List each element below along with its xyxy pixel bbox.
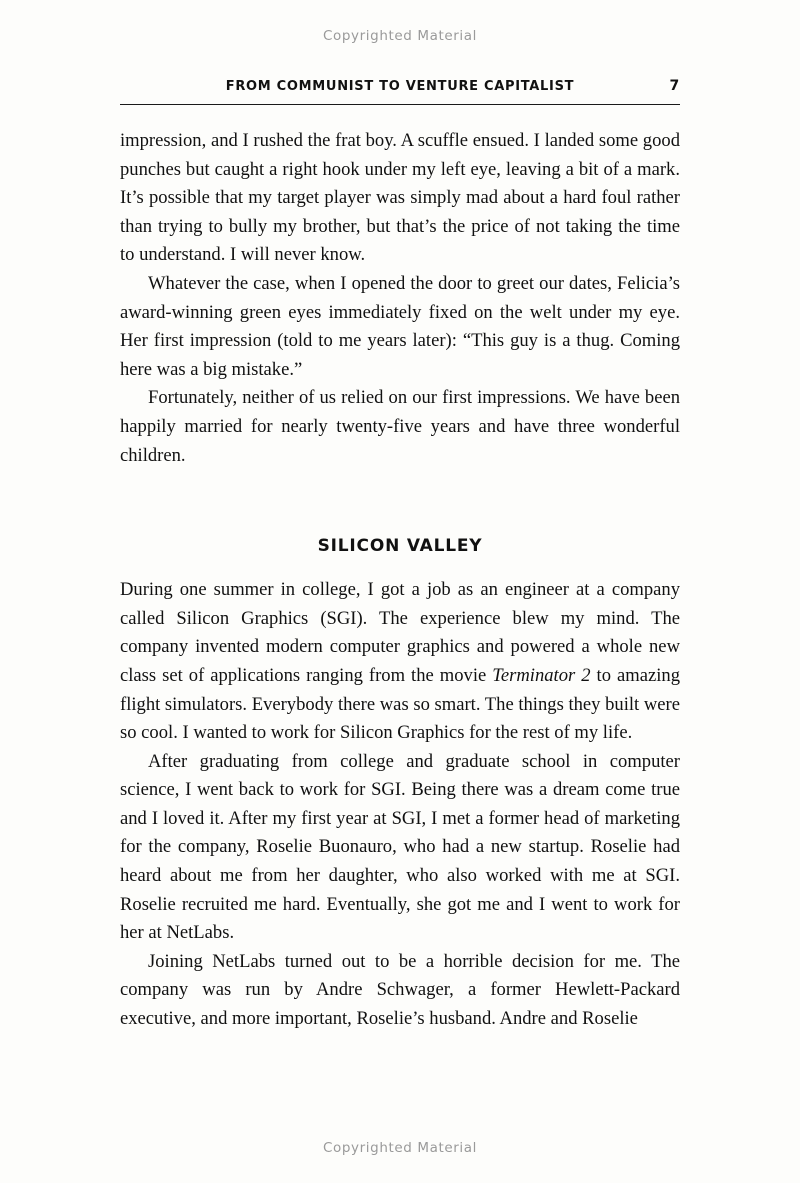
paragraph-first-impression: Whatever the case, when I opened the door to greet our dates, Felicia’s award-winning green eyes immediately fixed on the welt under my eye. Her first impression (told to me years later): “This guy is a thug. Coming here was a big mistake.” <box>120 272 680 380</box>
paragraph-silicon-graphics-part-1: During one summer in college, I got a job as an engineer at a company called Silicon Graphics (SGI). The experience blew my mind. The company invented modern computer graphics and powered a whole new class set of applications ranging from the movie <box>120 579 680 686</box>
copyright-watermark-bottom: Copyrighted Material <box>323 1140 477 1156</box>
paragraph-continued: impression, and I rushed the frat boy. A scuffle ensued. I landed some good punches but caught a right hook under my left eye, leaving a bit of a mark. It’s possible that my target player was simply mad about a hard foul rather than trying to bully my brother, but that’s the price of not taking the time to understand. I will never know. <box>120 130 680 266</box>
page-content <box>120 78 680 1034</box>
page-number: 7 <box>669 78 680 94</box>
running-head-title: FROM COMMUNIST TO VENTURE CAPITALIST <box>225 79 575 94</box>
section-heading-silicon-valley: SILICON VALLEY <box>317 536 483 557</box>
paragraph-silicon-graphics <box>120 576 680 748</box>
paragraph-netlabs-recruit: After graduating from college and graduate school in computer science, I went back to work for SGI. Being there was a dream come true and I loved it. After my first year at SGI, I met a former head of marketing for the company, Roselie Buonauro, who had a new startup. Roselie had heard about me from her daughter, who also worked with me at SGI. Roselie recruited me hard. Eventually, she got me and I went to work for her at NetLabs. <box>120 750 680 944</box>
movie-title-italic: Terminator 2 <box>492 664 591 686</box>
paragraph-silicon-graphics-part-2: to amazing flight simulators. Everybody there was so smart. The things they built were so cool. I wanted to work for Silicon Graphics for the rest of my life. <box>120 664 680 744</box>
running-head <box>120 78 680 104</box>
copyright-watermark-top: Copyrighted Material <box>323 28 477 44</box>
header-divider <box>120 104 680 105</box>
paragraph-married: Fortunately, neither of us relied on our first impressions. We have been happily married for nearly twenty-five years and have three wonderful children. <box>120 387 680 466</box>
paragraph-netlabs-decision: Joining NetLabs turned out to be a horrible decision for me. The company was run by Andre Schwager, a former Hewlett-Packard executive, and more important, Roselie’s husband. Andre and Roselie <box>120 950 680 1030</box>
